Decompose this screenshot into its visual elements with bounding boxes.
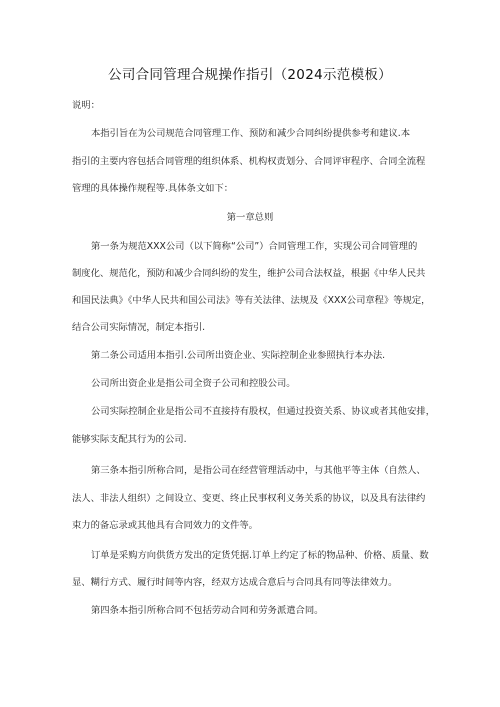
explain-label: 说明： xyxy=(72,100,100,111)
article4: 第四条本指引所称合同不包括劳动合同和劳务派遣合同。 xyxy=(91,605,324,616)
invested-enterprise: 公司所出资企业是指公司全资子公司和控股公司。 xyxy=(91,378,296,389)
article3-line-2: 法人、非法人组织）之间设立、变更、终止民事权利义务关系的协议，以及具有法律约 xyxy=(72,493,426,504)
intro-line-3: 管理的具体操作规程等.具体条文如下： xyxy=(72,183,234,194)
document-title: 公司合同管理合规操作指引（2024示范模板） xyxy=(108,67,392,83)
controlled-enterprise-line-1: 公司实际控制企业是指公司不直接持有股权，但通过投资关系、协议或者其他安排， xyxy=(91,406,435,417)
article1-line-2: 制度化、规范化，预防和减少合同纠纷的发生，维护公司合法权益，根据《中华人民共 xyxy=(72,268,426,279)
intro-line-1: 本指引旨在为公司规范合同管理工作、预防和减少合同纠纷提供参考和建议.本 xyxy=(91,128,411,139)
article3-line-1: 第三条本指引所称合同，是指公司在经营管理活动中，与其他平等主体（自然人、 xyxy=(91,465,426,476)
article2: 第二条公司适用本指引.公司所出资企业、实际控制企业参照执行本办法. xyxy=(91,350,386,361)
chapter-title: 第一章总则 xyxy=(226,212,274,223)
article1-line-3: 和国民法典》《中华人民共和国公司法》等有关法律、法规及《XXX公司章程》等规定， xyxy=(72,295,431,306)
order-line-2: 显、糊行方式、履行时间等内容，经双方达成合意后与合同具有同等法律效力。 xyxy=(72,577,398,588)
article1-line-4: 结合公司实际情况，制定本指引. xyxy=(72,322,206,333)
order-line-1: 订单是采购方向供货方发出的定货凭据.订单上约定了标的物品种、价格、质量、数 xyxy=(91,550,429,561)
intro-line-2: 指引的主要内容包括合同管理的组织体系、机构权责划分、合同评审程序、合同全流程 xyxy=(72,156,426,167)
controlled-enterprise-line-2: 能够实际支配其行为的公司. xyxy=(72,434,187,445)
article1-line-1: 第一条为规范XXX公司（以下简称“公司”）合同管理工作，实现公司合同管理的 xyxy=(91,241,418,252)
article3-line-3: 束力的备忘录或其他具有合同效力的文件等。 xyxy=(72,520,258,531)
